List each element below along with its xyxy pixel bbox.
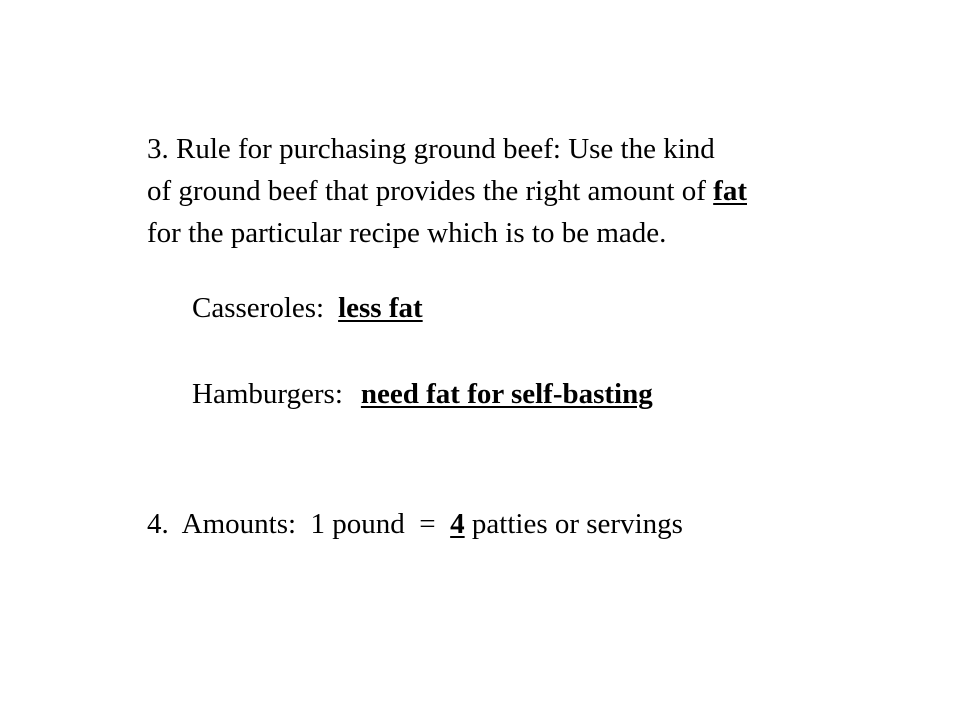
hamburgers-item bbox=[192, 376, 653, 412]
hamburgers-label: Hamburgers: bbox=[192, 378, 343, 410]
casseroles-label: Casseroles: bbox=[192, 292, 325, 324]
rule-line-3: for the particular recipe which is to be made. bbox=[147, 217, 667, 249]
rule-line-1: 3. Rule for purchasing ground beef: Use the kind bbox=[147, 133, 715, 165]
rule-line-2 bbox=[147, 170, 827, 212]
rule-paragraph bbox=[147, 128, 827, 254]
amounts-answer: 4 bbox=[450, 508, 465, 540]
amounts-suffix: patties or servings bbox=[464, 508, 683, 540]
casseroles-answer: less fat bbox=[338, 292, 423, 324]
amounts-prefix: 4. Amounts: 1 pound = bbox=[147, 508, 451, 540]
rule-line-2-text: of ground beef that provides the right amount of bbox=[147, 175, 714, 207]
casseroles-item bbox=[192, 290, 423, 326]
hamburgers-answer: need fat for self-basting bbox=[360, 378, 653, 410]
rule-answer-fat: fat bbox=[713, 175, 747, 207]
amounts-item bbox=[147, 506, 683, 542]
